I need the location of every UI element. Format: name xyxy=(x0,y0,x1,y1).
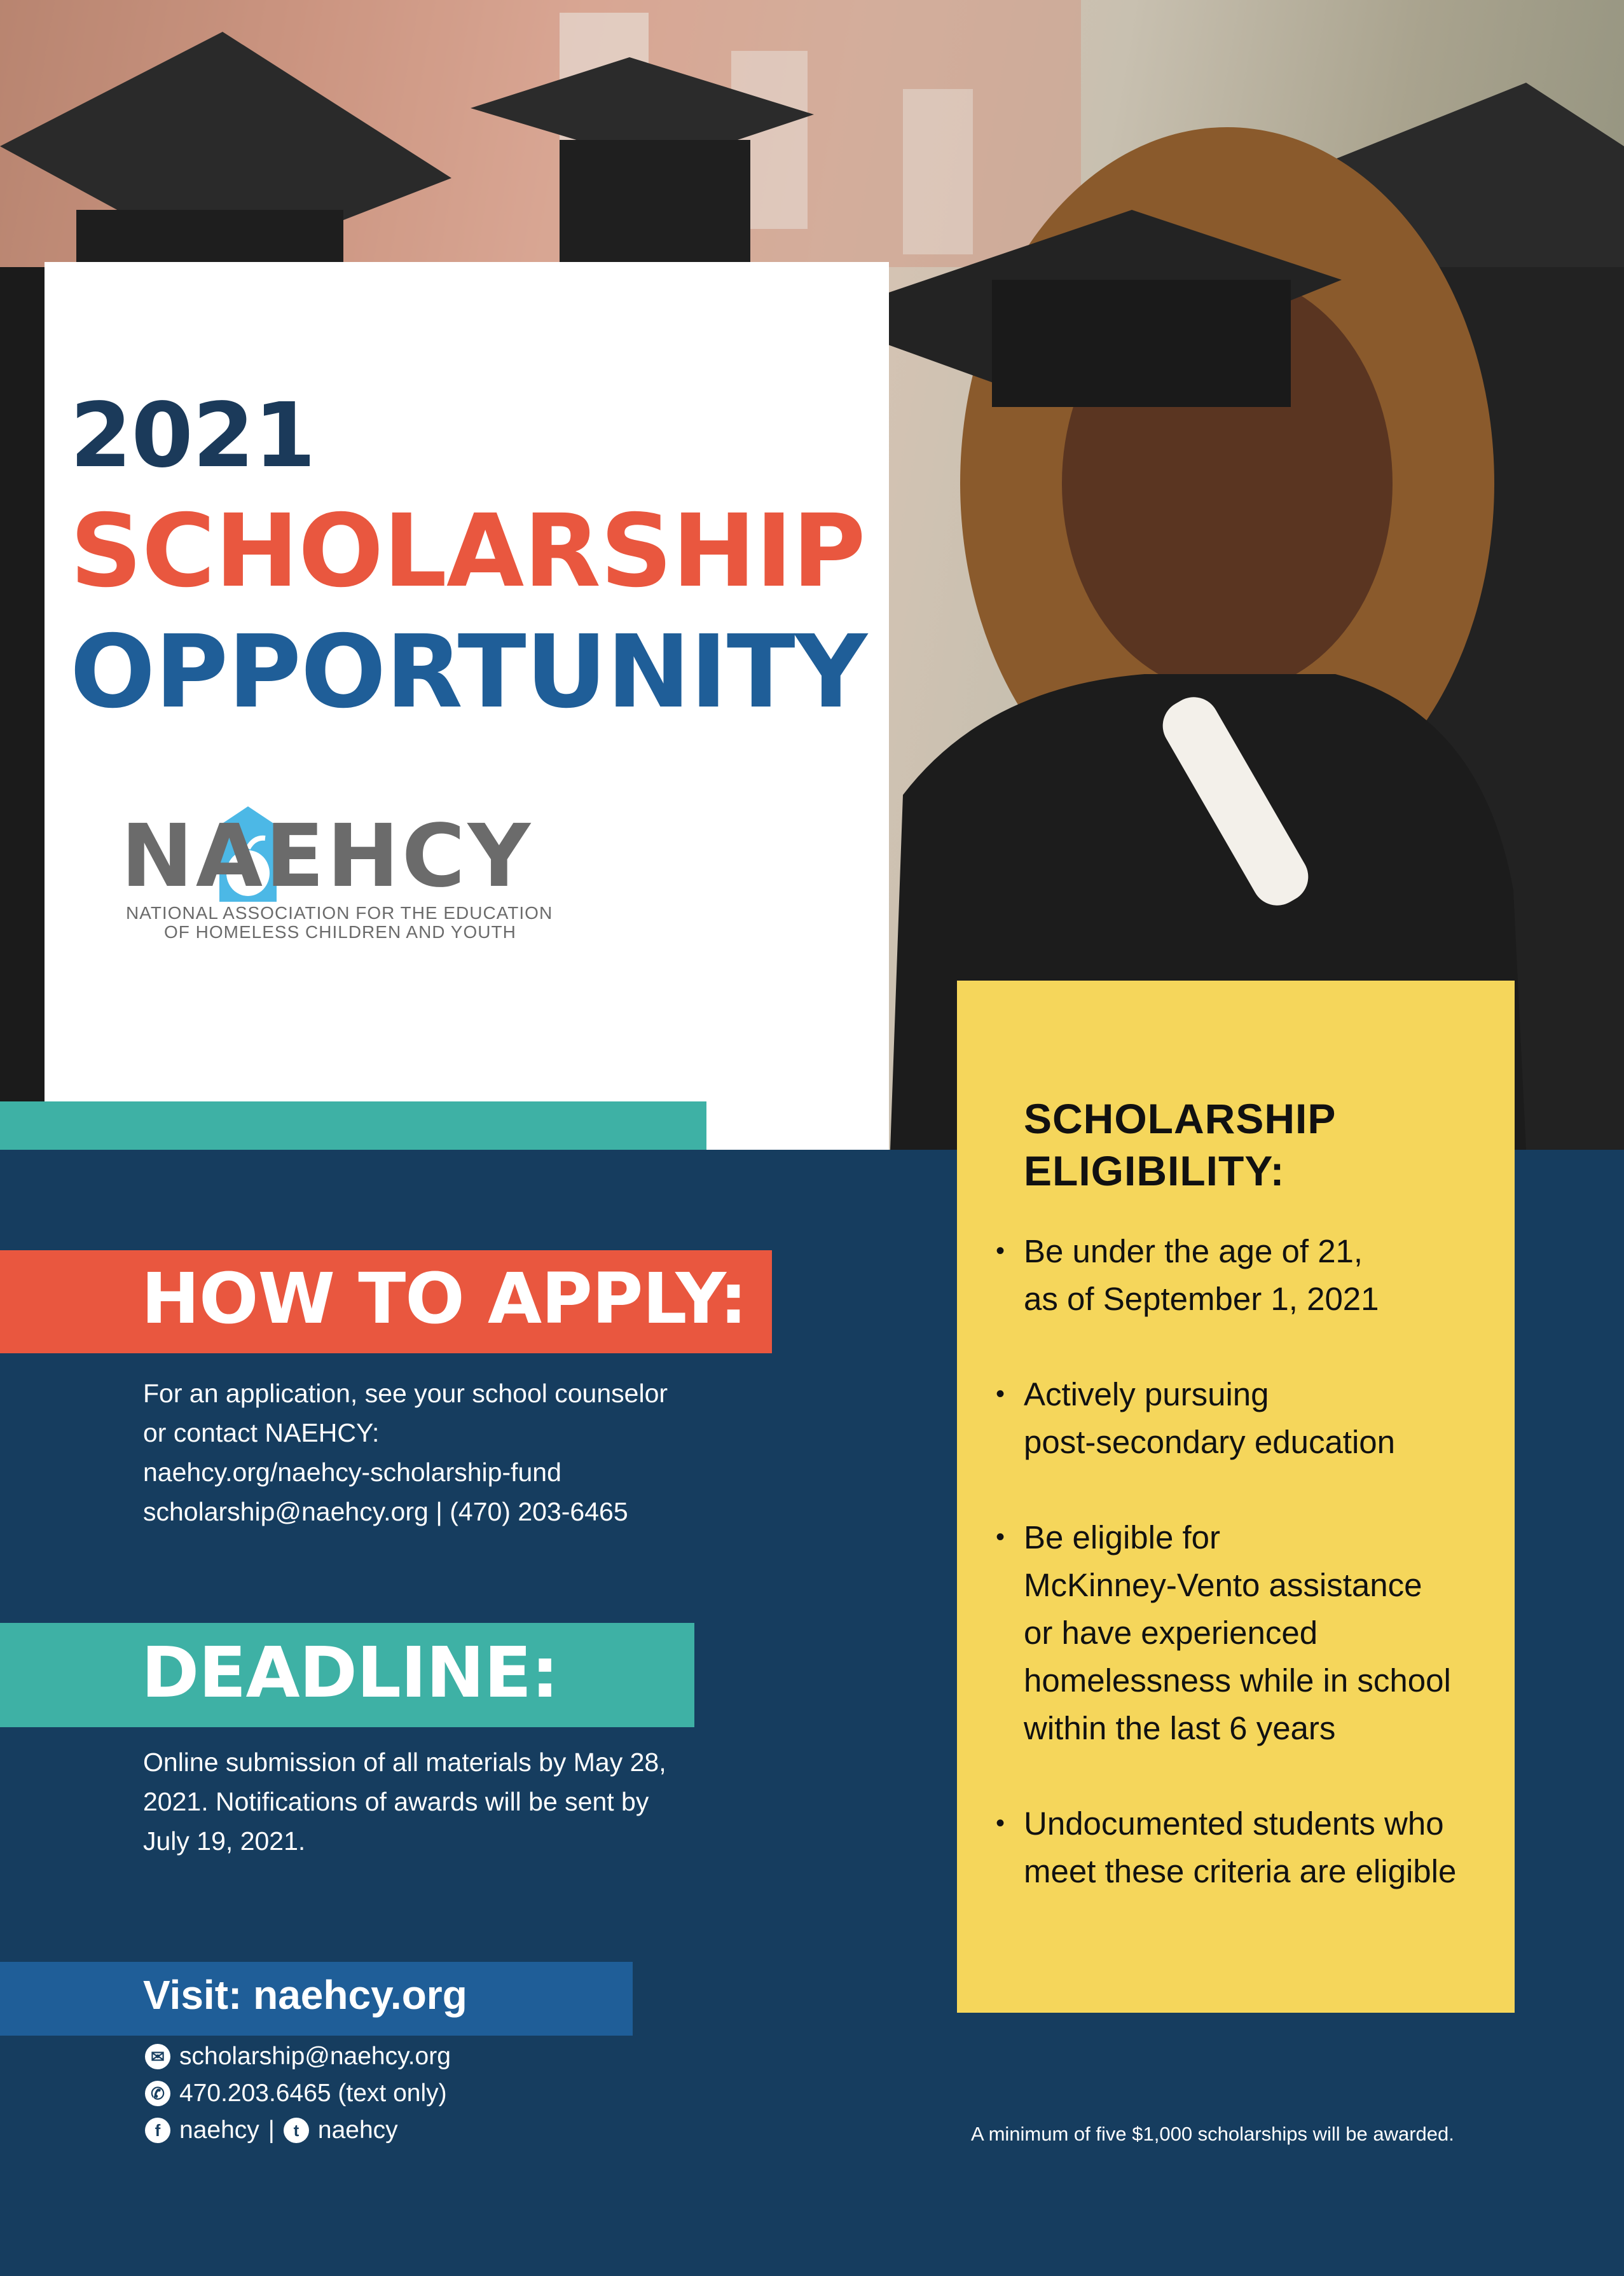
eligibility-item-line: post-secondary education xyxy=(1024,1424,1396,1460)
eligibility-item-line: within the last 6 years xyxy=(1024,1710,1336,1746)
eligibility-item-education xyxy=(992,1370,1501,1466)
deadline-title: DEADLINE: xyxy=(141,1632,559,1713)
eligibility-title-line2: ELIGIBILITY: xyxy=(1024,1147,1285,1194)
facebook-handle[interactable]: naehcy xyxy=(179,2116,259,2144)
deadline-text xyxy=(143,1742,696,1861)
eligibility-item-line: meet these criteria are eligible xyxy=(1024,1853,1457,1889)
eligibility-list xyxy=(992,1227,1501,1943)
eligibility-item-line: • Be under the age of 21, xyxy=(1024,1233,1363,1269)
apply-contact-line[interactable]: scholarship@naehcy.org | (470) 203-6465 xyxy=(143,1497,628,1526)
eligibility-title xyxy=(1024,1093,1336,1197)
contact-social xyxy=(145,2116,398,2144)
twitter-icon: t xyxy=(284,2118,309,2143)
apply-title: HOW TO APPLY: xyxy=(141,1258,747,1339)
eligibility-item-mckinney-vento xyxy=(992,1514,1501,1752)
eligibility-item-age xyxy=(992,1227,1501,1323)
logo-tagline-line1: NATIONAL ASSOCIATION FOR THE EDUCATION xyxy=(126,903,553,923)
social-separator: | xyxy=(268,2116,275,2144)
eligibility-item-line: • Undocumented students who xyxy=(1024,1805,1444,1842)
contact-email-text[interactable]: scholarship@naehcy.org xyxy=(179,2043,451,2070)
apply-link[interactable]: naehcy.org/naehcy-scholarship-fund xyxy=(143,1458,561,1487)
email-icon: ✉ xyxy=(145,2044,170,2069)
facebook-icon: f xyxy=(145,2118,170,2143)
eligibility-item-line: or have experienced xyxy=(1024,1615,1318,1651)
scholarship-footnote: A minimum of five $1,000 scholarships will be awarded. xyxy=(971,2123,1454,2145)
apply-line: For an application, see your school counselor xyxy=(143,1379,668,1408)
contact-phone[interactable] xyxy=(145,2079,447,2107)
contact-email[interactable] xyxy=(145,2043,451,2071)
apply-instructions xyxy=(143,1374,668,1531)
logo-tagline-line2: OF HOMELESS CHILDREN AND YOUTH xyxy=(164,922,516,942)
deadline-line: July 19, 2021. xyxy=(143,1826,306,1856)
deadline-line: Online submission of all materials by May 28, xyxy=(143,1748,666,1777)
title-opportunity: OPPORTUNITY xyxy=(70,614,867,731)
eligibility-item-line: • Actively pursuing xyxy=(1024,1376,1269,1412)
contact-phone-text[interactable]: 470.203.6465 (text only) xyxy=(179,2079,447,2107)
visit-website-link[interactable]: Visit: naehcy.org xyxy=(143,1972,467,2018)
phone-icon: ✆ xyxy=(145,2081,170,2106)
deadline-line: 2021. Notifications of awards will be sent by xyxy=(143,1787,649,1816)
logo-wordmark: NAEHCY xyxy=(121,806,533,907)
title-scholarship: SCHOLARSHIP xyxy=(70,493,865,610)
twitter-handle[interactable]: naehcy xyxy=(317,2116,398,2144)
accent-bar-teal xyxy=(0,1101,706,1150)
eligibility-title-line1: SCHOLARSHIP xyxy=(1024,1095,1337,1142)
eligibility-item-line: • Be eligible for xyxy=(1024,1519,1221,1555)
eligibility-item-undocumented xyxy=(992,1800,1501,1895)
eligibility-item-line: McKinney-Vento assistance xyxy=(1024,1567,1422,1603)
apply-line: or contact NAEHCY: xyxy=(143,1418,380,1447)
eligibility-item-line: as of September 1, 2021 xyxy=(1024,1281,1379,1317)
title-year: 2021 xyxy=(70,384,315,488)
eligibility-item-line: homelessness while in school xyxy=(1024,1662,1451,1699)
